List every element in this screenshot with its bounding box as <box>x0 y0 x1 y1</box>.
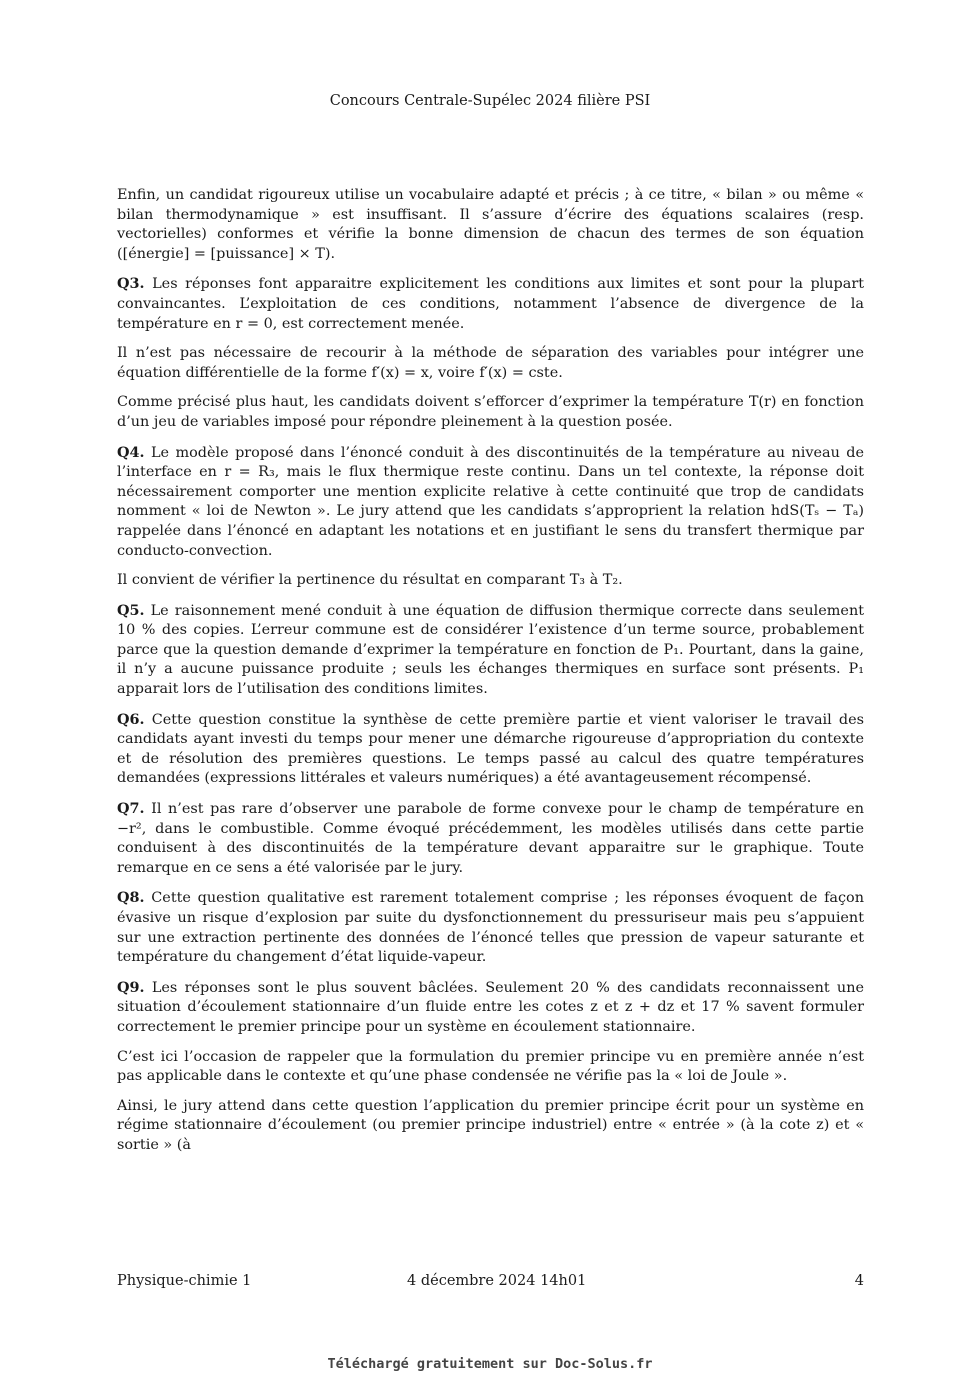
paragraph-separation: Il n’est pas nécessaire de recourir à la méthode de séparation des variables pour intégrer une équation différentielle de la forme f′(x) = x, voire f′(x) = cste. <box>117 345 864 381</box>
paragraph-q7 <box>117 799 864 878</box>
paragraph-q8 <box>117 888 864 967</box>
page-footer <box>117 1273 864 1293</box>
paragraph-q3 <box>117 274 864 334</box>
question-label: Q7. <box>117 800 145 818</box>
question-text: Il n’est pas rare d’observer une parabole de forme convexe pour le champ de température en −r², dans le combustible. Comme évoqué précédemment, les modèles utilisés dans cette partie conduisent à des discontinuités de la température devant apparaitre sur le graphique. Toute remarque en ce sens a été valorisée par le jury. <box>117 801 864 876</box>
paragraph-check: Il convient de vérifier la pertinence du résultat en comparant T₃ à T₂. <box>117 572 623 589</box>
question-label: Q3. <box>117 275 145 293</box>
question-text: Le raisonnement mené conduit à une équation de diffusion thermique correcte dans seulement 10 % des copies. L’erreur commune est de considérer l’existence d’un terme source, probablement parce que la question demande d’exprimer la température en fonction de P₁. Pourtant, dans la gaine, il n’y a aucune puissance produite ; seuls les échanges thermiques en surface sont présents. P₁ apparait lors de l’utilisation des conditions limites. <box>117 602 864 698</box>
question-label: Q4. <box>117 443 145 461</box>
download-banner <box>0 1356 980 1372</box>
download-site-link[interactable]: Doc-Solus.fr <box>555 1356 653 1372</box>
question-text: Les réponses sont le plus souvent bâclées. Seulement 20 % des candidats reconnaissent une situation d’écoulement stationnaire d’un fluide entre les cotes z et z + dz et 17 % savent formuler correctement le premier principe pour un système en écoulement stationnaire. <box>117 979 864 1035</box>
paragraph-q5 <box>117 601 864 700</box>
footer-page-number: 4 <box>854 1273 864 1289</box>
paragraph-q9 <box>117 978 864 1038</box>
paragraph-intro: Enfin, un candidat rigoureux utilise un vocabulaire adapté et précis ; à ce titre, « bilan » ou même « bilan thermodynamique » est insuffisant. Il s’assure d’écrire des équations scalaires (resp. vectorielles) conformes et vérifie la bonne dimension de chacun des termes de son équation ([énergie] = [puissance] × T). <box>117 187 864 262</box>
question-label: Q6. <box>117 710 145 728</box>
paragraph-variables: Comme précisé plus haut, les candidats doivent s’efforcer d’exprimer la température T(r) en fonction d’un jeu de variables imposé pour répondre pleinement à la question posée. <box>117 394 864 430</box>
download-text: Téléchargé gratuitement sur <box>327 1356 556 1372</box>
paragraph-q6 <box>117 710 864 789</box>
footer-date: 4 décembre 2024 14h01 <box>407 1273 587 1289</box>
page-header: Concours Centrale-Supélec 2024 filière PSI <box>329 93 651 109</box>
paragraph-q4 <box>117 443 864 562</box>
question-text: Les réponses font apparaitre explicitement les conditions aux limites et sont pour la plupart convaincantes. L’exploitation de ces conditions, notamment l’absence de divergence de la température en r = 0, est correctement menée. <box>117 276 864 332</box>
question-label: Q5. <box>117 601 145 619</box>
question-text: Le modèle proposé dans l’énoncé conduit à des discontinuités de la température au niveau de l’interface en r = R₃, mais le flux thermique reste continu. Dans un tel contexte, la réponse doit nécessairement comporter une mention explicite relative à cette continuité que trop de candidats nomment « loi de Newton ». Le jury attend que les candidats s’approprient la relation hdS(Tₛ − Tₐ) rappelée dans l’énoncé en adaptant les notations et en justifiant le sens du transfert thermique par conducto-convection. <box>117 444 864 559</box>
question-label: Q9. <box>117 978 145 996</box>
report-body <box>117 186 864 1166</box>
paragraph-joule: C’est ici l’occasion de rappeler que la formulation du premier principe vu en première année n’est pas applicable dans le contexte et qu’une phase condensée ne vérifie pas la « loi de Joule ». <box>117 1048 864 1085</box>
paragraph-first-principle: Ainsi, le jury attend dans cette question l’application du premier principe écrit pour un système en régime stationnaire d’écoulement (ou premier principe industriel) entre « entrée » (à la cote z) et « sortie » (à <box>117 1097 864 1153</box>
question-text: Cette question constitue la synthèse de cette première partie et vient valoriser le travail des candidats ayant investi du temps pour mener une démarche rigoureuse d’appropriation du contexte et de résolution des premières questions. Le temps passé au calcul des quatre températures demandées (expressions littérales et valeurs numériques) a été avantageusement récompensé. <box>117 711 864 787</box>
footer-subject: Physique-chimie 1 <box>117 1273 252 1289</box>
question-label: Q8. <box>117 889 145 907</box>
question-text: Cette question qualitative est rarement totalement comprise ; les réponses évoquent de façon évasive un risque d’explosion par suite du dysfonctionnement du pressuriseur mais peu s’appuient sur une extraction pertinente des données de l’énoncé telles que pression de vapeur saturante et température du changement d’état liquide-vapeur. <box>117 890 864 966</box>
